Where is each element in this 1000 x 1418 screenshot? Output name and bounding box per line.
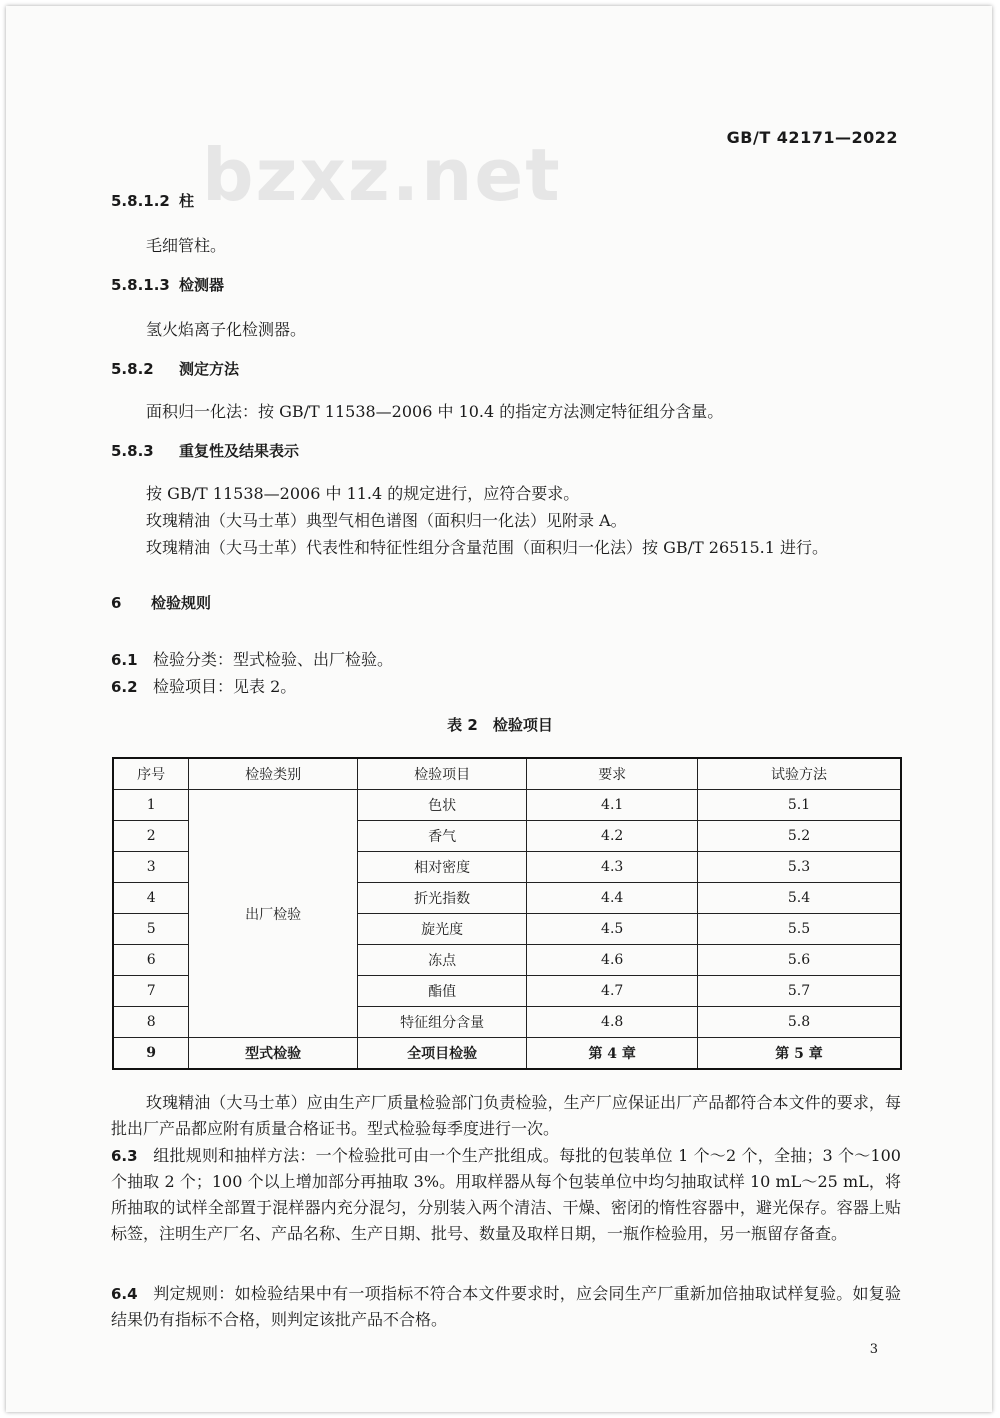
category-cell-factory: 出厂检验 — [189, 790, 358, 1038]
section-text-582: 面积归一化法：按 GB/T 11538—2006 中 10.4 的指定方法测定特征组分含量。 — [146, 402, 724, 421]
section-text-5813: 氢火焰离子化检测器。 — [146, 320, 307, 339]
standard-number: GB/T 42171—2022 — [726, 128, 898, 147]
requirement-cell: 4.3 — [527, 852, 698, 883]
section-text-583-line3: 玫瑰精油（大马士革）代表性和特征性组分含量范围（面积归一化法）按 GB/T 26515.1 进行。 — [146, 538, 829, 557]
after-table-paragraph: 玫瑰精油（大马士革）应由生产厂质量检验部门负责检验，生产厂应保证出厂产品都符合本文件的要求，每批出厂产品都应附有质量合格证书。型式检验每季度进行一次。 — [111, 1093, 901, 1138]
requirement-cell: 4.7 — [527, 976, 698, 1007]
table-row — [113, 790, 901, 821]
item-cell: 色状 — [357, 790, 527, 821]
requirement-cell: 4.6 — [527, 945, 698, 976]
method-cell: 5.4 — [697, 883, 901, 914]
method-cell: 5.1 — [697, 790, 901, 821]
table-header-row — [113, 758, 901, 790]
requirement-cell: 4.4 — [527, 883, 698, 914]
header-cell: 试验方法 — [697, 758, 901, 790]
method-cell: 5.2 — [697, 821, 901, 852]
clause-6-1: 6.1 检验分类：型式检验、出厂检验。 — [111, 650, 394, 669]
item-cell: 冻点 — [357, 945, 527, 976]
inspection-items-table — [112, 757, 902, 1070]
method-cell: 5.3 — [697, 852, 901, 883]
row-number: 7 — [113, 976, 189, 1007]
header-cell: 检验项目 — [357, 758, 527, 790]
header-cell: 要求 — [527, 758, 698, 790]
page-number: 3 — [869, 1342, 878, 1357]
header-cell: 序号 — [113, 758, 189, 790]
watermark: bzxz.net — [202, 133, 562, 217]
header-cell: 检验类别 — [189, 758, 358, 790]
table-caption: 表 2 检验项目 — [447, 716, 553, 734]
section-heading-5813: 5.8.1.3 检测器 — [111, 276, 225, 294]
row-number: 8 — [113, 1007, 189, 1038]
section-text-583-line1: 按 GB/T 11538—2006 中 11.4 的规定进行，应符合要求。 — [146, 484, 580, 503]
item-cell: 酯值 — [357, 976, 527, 1007]
row-number: 4 — [113, 883, 189, 914]
chapter-heading-6: 6 检验规则 — [111, 594, 212, 612]
clause-6-2: 6.2 检验项目：见表 2。 — [111, 677, 297, 696]
requirement-cell: 4.2 — [527, 821, 698, 852]
item-cell: 相对密度 — [357, 852, 527, 883]
section-heading-583: 5.8.3 重复性及结果表示 — [111, 442, 300, 460]
requirement-cell: 第 4 章 — [527, 1038, 698, 1070]
method-cell: 5.7 — [697, 976, 901, 1007]
requirement-cell: 4.5 — [527, 914, 698, 945]
row-number: 1 — [113, 790, 189, 821]
method-cell: 5.8 — [697, 1007, 901, 1038]
item-cell: 特征组分含量 — [357, 1007, 527, 1038]
section-text-5812: 毛细管柱。 — [146, 236, 227, 255]
item-cell: 旋光度 — [357, 914, 527, 945]
section-heading-5812: 5.8.1.2 柱 — [111, 192, 195, 210]
row-number: 5 — [113, 914, 189, 945]
requirement-cell: 4.1 — [527, 790, 698, 821]
section-heading-582: 5.8.2 测定方法 — [111, 360, 240, 378]
row-number: 3 — [113, 852, 189, 883]
requirement-cell: 4.8 — [527, 1007, 698, 1038]
item-cell: 香气 — [357, 821, 527, 852]
clause-6-3: 6.3 组批规则和抽样方法：一个检验批可由一个生产批组成。每批的包装单位 1 个～2 个，全抽；3 个～100 个抽取 2 个；100 个以上增加部分再抽取 3%。用取样器从每个包装单位中均匀抽取试样 10 mL～25 mL，将所抽取的试样全部置于混样器内充分混匀，分别装入两个清洁、干燥、密闭的惰性容器中，避光保存。容器上贴标签，注明生产厂名、产品名称、生产日期、批号、数量及取样日期，一瓶作检验用，另一瓶留存备查。 — [111, 1146, 901, 1243]
category-cell-type: 型式检验 — [189, 1038, 358, 1070]
row-number: 6 — [113, 945, 189, 976]
method-cell: 第 5 章 — [697, 1038, 901, 1070]
row-number: 2 — [113, 821, 189, 852]
item-cell: 全项目检验 — [357, 1038, 527, 1070]
method-cell: 5.5 — [697, 914, 901, 945]
method-cell: 5.6 — [697, 945, 901, 976]
clause-6-4: 6.4 判定规则：如检验结果中有一项指标不符合本文件要求时，应会同生产厂重新加倍抽取试样复验。如复验结果仍有指标不合格，则判定该批产品不合格。 — [111, 1284, 901, 1329]
row-number: 9 — [113, 1038, 189, 1070]
table-row — [113, 1038, 901, 1070]
section-text-583-line2: 玫瑰精油（大马士革）典型气相色谱图（面积归一化法）见附录 A。 — [146, 511, 627, 530]
item-cell: 折光指数 — [357, 883, 527, 914]
